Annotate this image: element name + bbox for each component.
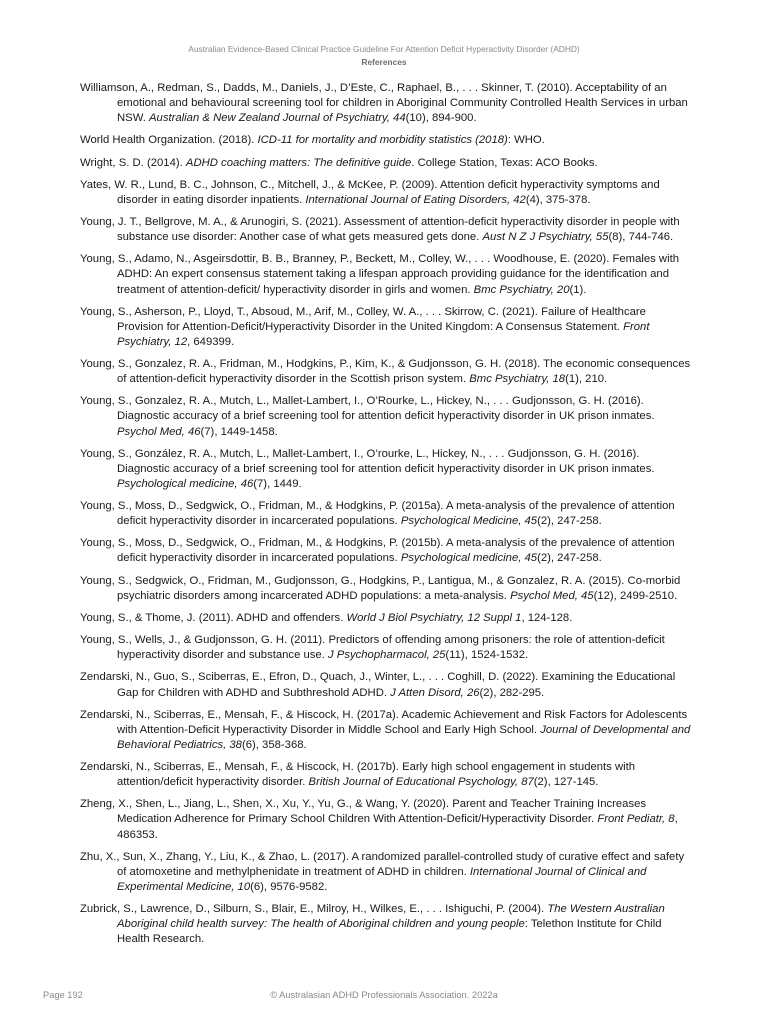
copyright-notice: © Australasian ADHD Professionals Association. 2022a [270,990,498,1000]
page-footer [0,990,768,1004]
reference-item: Young, S., Adamo, N., Asgeirsdottir, B. B., Branney, P., Beckett, M., Colley, W., . . . Woodhouse, E. (2020). Females with ADHD: An expert consensus statement taking a lifespan approach providing guidance for the identification and treatment of attention-deficit/ hyperactivity disorder in girls and women. Bmc Psychiatry, 20(1). [80,253,680,296]
reference-item: Young, S., Moss, D., Sedgwick, O., Fridman, M., & Hodgkins, P. (2015b). A meta-analysis of the prevalence of attention deficit hyperactivity disorder in incarcerated populations. Psychological medicine, 45(2), 247-258. [80,537,675,565]
reference-item: Zubrick, S., Lawrence, D., Silburn, S., Blair, E., Milroy, H., Wilkes, E., . . . Ishiguchi, P. (2004). The Western Australian Aboriginal child health survey: The health of Aboriginal children and young people: Telethon Institute for Child Health Research. [80,903,665,946]
reference-list [80,81,692,954]
reference-item: Young, S., Asherson, P., Lloyd, T., Absoud, M., Arif, M., Colley, W. A., . . . Skirrow, C. (2021). Failure of Healthcare Provision for Attention-Deficit/Hyperactivity Disorder in the United Kingdom: A Consensus Statement. Front Psychiatry, 12, 649399. [80,305,650,348]
reference-item: Zendarski, N., Guo, S., Sciberras, E., Efron, D., Quach, J., Winter, L., . . . Coghill, D. (2022). Examining the Educational Gap for Children with ADHD and Subthreshold ADHD. J Atten Disord, 26(2), 282-295. [80,671,676,699]
reference-item: Young, S., Wells, J., & Gudjonsson, G. H. (2011). Predictors of offending among prisoners: the role of attention-deficit hyperactivity disorder and substance use. J Psychopharmacol, 25(11), 1524-1532. [80,634,665,662]
reference-item: Young, S., Gonzalez, R. A., Mutch, L., Mallet-Lambert, I., O’Rourke, L., Hickey, N., . . . Gudjonsson, G. H. (2016). Diagnostic accuracy of a brief screening tool for attention deficit hyperactivity disorder in UK prison inmates. Psychol Med, 46(7), 1449-1458. [80,395,655,438]
reference-item: Wright, S. D. (2014). ADHD coaching matters: The definitive guide. College Station, Texas: ACO Books. [80,156,598,169]
reference-item: Young, S., Gonzalez, R. A., Fridman, M., Hodgkins, P., Kim, K., & Gudjonsson, G. H. (2018). The economic consequences of attention-deficit hyperactivity disorder in the Scottish prison system. Bmc Psychiatry, 18(1), 210. [80,358,691,386]
reference-item: Zheng, X., Shen, L., Jiang, L., Shen, X., Xu, Y., Yu, G., & Wang, Y. (2020). Parent and Teacher Training Increases Medication Adherence for Primary School Children With Attention-Deficit/Hyperactivity Disorder. Front Pediatr, 8, 486353. [80,798,678,841]
document-title: Australian Evidence-Based Clinical Practice Guideline For Attention Deficit Hyperactivity Disorder (ADHD) [188,44,580,54]
page-header [0,43,768,69]
reference-item: Williamson, A., Redman, S., Dadds, M., Daniels, J., D’Este, C., Raphael, B., . . . Skinner, T. (2010). Acceptability of an emotional and behavioural screening tool for children in Aboriginal Community Controlled Health Services in urban NSW. Australian & New Zealand Journal of Psychiatry, 44(10), 894-900. [80,82,688,125]
reference-item: Young, J. T., Bellgrove, M. A., & Arunogiri, S. (2021). Assessment of attention-deficit hyperactivity disorder in people with substance use disorder: Another case of what gets measured gets done. Aust N Z J Psychiatry, 55(8), 744-746. [80,216,680,244]
page-number: Page 192 [43,990,83,1000]
reference-item: Young, S., Sedgwick, O., Fridman, M., Gudjonsson, G., Hodgkins, P., Lantigua, M., & Gonzalez, R. A. (2015). Co-morbid psychiatric disorders among incarcerated ADHD populations: a meta-analysis. Psychol Med, 45(12), 2499-2510. [80,574,681,602]
reference-item: Young, S., & Thome, J. (2011). ADHD and offenders. World J Biol Psychiatry, 12 Suppl 1, 124-128. [80,611,573,624]
reference-item: Zendarski, N., Sciberras, E., Mensah, F., & Hiscock, H. (2017b). Early high school engagement in students with attention/deficit hyperactivity disorder. British Journal of Educational Psychology, 87(2), 127-145. [80,761,636,789]
reference-item: Yates, W. R., Lund, B. C., Johnson, C., Mitchell, J., & McKee, P. (2009). Attention deficit hyperactivity symptoms and disorder in eating disorder inpatients. International Journal of Eating Disorders, 42(4), 375-378. [80,178,660,206]
reference-item: Zhu, X., Sun, X., Zhang, Y., Liu, K., & Zhao, L. (2017). A randomized parallel-controlled study of curative effect and safety of atomoxetine and methylphenidate in treatment of ADHD in children. International Journal of Clinical and Experimental Medicine, 10(6), 9576-9582. [80,850,685,893]
reference-item: Zendarski, N., Sciberras, E., Mensah, F., & Hiscock, H. (2017a). Academic Achievement and Risk Factors for Adolescents with Attention-Deficit Hyperactivity Disorder in Middle School and Early High School. Journal of Developmental and Behavioral Pediatrics, 38(6), 358-368. [80,708,691,751]
section-title: References [361,57,407,67]
reference-item: World Health Organization. (2018). ICD-11 for mortality and morbidity statistics (2018): WHO. [80,134,545,147]
reference-item: Young, S., González, R. A., Mutch, L., Mallet-Lambert, I., O’rourke, L., Hickey, N., . . . Gudjonsson, G. H. (2016). Diagnostic accuracy of a brief screening tool for attention deficit hyperactivity disorder in UK prison inmates. Psychological medicine, 46(7), 1449. [80,447,655,490]
reference-item: Young, S., Moss, D., Sedgwick, O., Fridman, M., & Hodgkins, P. (2015a). A meta-analysis of the prevalence of attention deficit hyperactivity disorder in incarcerated populations. Psychological Medicine, 45(2), 247-258. [80,500,675,528]
